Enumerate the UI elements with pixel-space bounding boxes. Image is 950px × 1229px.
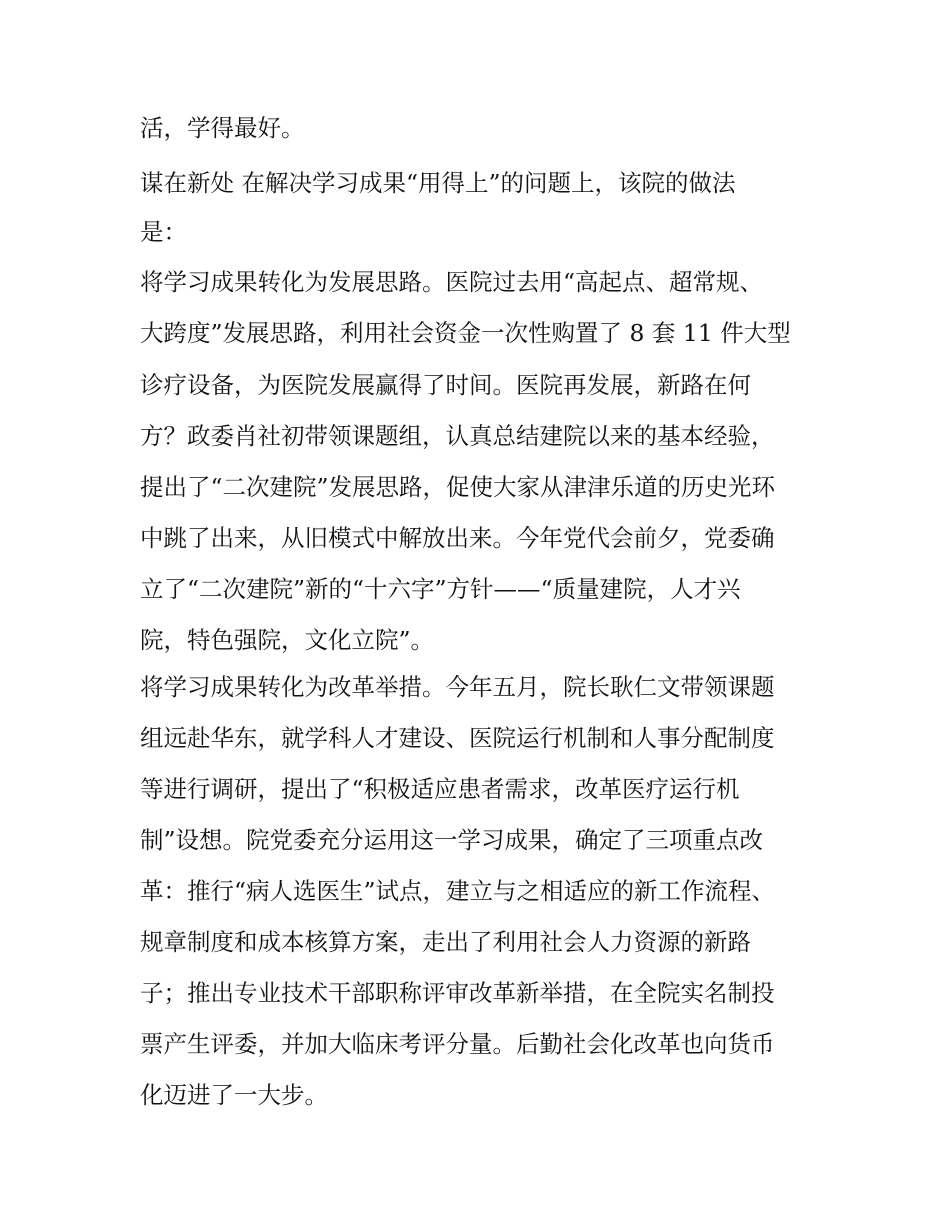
text-line: 等进行调研，提出了“积极适应患者需求，改革医疗运行机 bbox=[140, 775, 740, 803]
text-line: 院，特色强院，文化立院”。 bbox=[140, 626, 435, 654]
text-line: 规章制度和成本核算方案，走出了利用社会人力资源的新路 bbox=[140, 928, 751, 956]
text-line: 子；推出专业技术干部职称评审改革新举措，在全院实名制投 bbox=[140, 979, 775, 1007]
text-line: 方？政委肖社初带领课题组，认真总结建院以来的基本经验， bbox=[140, 422, 775, 450]
text-line: 立了“二次建院”新的“十六字”方针——“质量建院，人才兴 bbox=[140, 575, 741, 603]
text-line: 中跳了出来，从旧模式中解放出来。今年党代会前夕，党委确 bbox=[140, 524, 775, 552]
text-line: 诊疗设备，为医院发展赢得了时间。医院再发展，新路在何 bbox=[140, 371, 751, 399]
text-line: 将学习成果转化为发展思路。医院过去用“高起点、超常规、 bbox=[140, 268, 764, 296]
text-line: 是： bbox=[140, 218, 187, 246]
text-line: 票产生评委，并加大临床考评分量。后勤社会化改革也向货币 bbox=[140, 1030, 775, 1058]
text-line: 组远赴华东，就学科人才建设、医院运行机制和人事分配制度 bbox=[140, 724, 775, 752]
text-line: 制”设想。院党委充分运用这一学习成果，确定了三项重点改 bbox=[140, 826, 764, 854]
text-line: 革：推行“病人选医生”试点，建立与之相适应的新工作流程、 bbox=[140, 877, 776, 905]
text-line: 谋在新处 在解决学习成果“用得上”的问题上，该院的做法 bbox=[140, 169, 736, 197]
text-line: 大跨度”发展思路，利用社会资金一次性购置了 8 套 11 件大型 bbox=[140, 319, 791, 347]
text-line: 将学习成果转化为改革举措。今年五月，院长耿仁文带领课题 bbox=[140, 673, 775, 701]
text-line: 提出了“二次建院”发展思路，促使大家从津津乐道的历史光环 bbox=[140, 473, 776, 501]
text-line: 活，学得最好。 bbox=[140, 114, 305, 142]
text-line: 化迈进了一大步。 bbox=[140, 1081, 328, 1109]
